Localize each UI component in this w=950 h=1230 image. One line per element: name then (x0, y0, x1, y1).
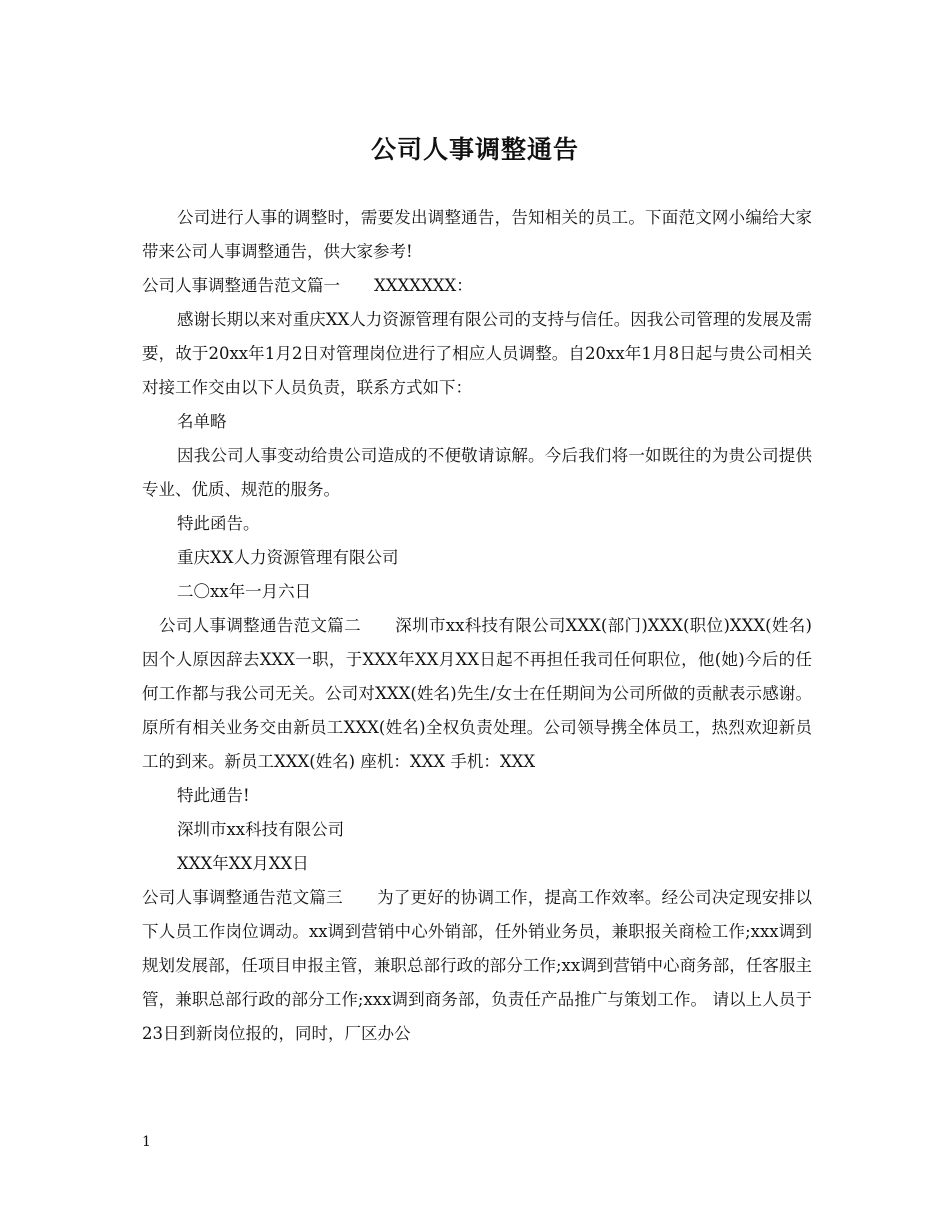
sample-one-list-note: 名单略 (177, 412, 227, 431)
sample-one-date: 二〇xx年一月六日 (177, 582, 312, 601)
sample-one-recipient: XXXXXXX： (374, 276, 473, 295)
sample-two-company: 深圳市xx科技有限公司 (177, 820, 345, 839)
sample-one-closing: 特此函告。 (177, 514, 260, 533)
sample-two-closing: 特此通告! (177, 786, 250, 805)
document-title: 公司人事调整通告 (370, 135, 579, 164)
sample-one-body: 感谢长期以来对重庆XX人力资源管理有限公司的支持与信任。因我公司管理的发展及需要，故于20xx年1月2日对管理岗位进行了相应人员调整。自20xx年1月8日起与贵公司相关对接工作交由以下人员负责，联系方式如下： (142, 310, 812, 397)
sample-two-body: 深圳市xx科技有限公司XXX(部门)XXX(职位)XXX(姓名)因个人原因辞去XXX一职，于XXX年XX月XX日起不再担任我司任何职位，他(她)今后的任何工作都与我公司无关。公司对XXX(姓名)先生/女士在任期间为公司所做的贡献表示感谢。 原所有相关业务交由新员工XXX(姓名)全权负责处理。公司领导携全体员工，热烈欢迎新员工的到来。新员工XXX(姓名) 座机：XXX 手机：XXX (142, 616, 812, 771)
sample-three-heading: 公司人事调整通告范文篇三 (142, 888, 343, 907)
sample-one-heading-line (142, 269, 812, 303)
page-number: 1 (142, 1134, 151, 1150)
sample-one-heading: 公司人事调整通告范文篇一 (142, 276, 340, 295)
sample-two-heading: 公司人事调整通告范文篇二 (159, 616, 361, 635)
sample-two-date: XXX年XX月XX日 (177, 854, 309, 873)
sample-one-apology: 因我公司人事变动给贵公司造成的不便敬请谅解。今后我们将一如既往的为贵公司提供专业、优质、规范的服务。 (142, 446, 812, 499)
sample-three-paragraph (142, 881, 812, 1051)
sample-two-paragraph (142, 609, 812, 779)
sample-one-company: 重庆XX人力资源管理有限公司 (177, 548, 399, 567)
sample-three-body: 为了更好的协调工作，提高工作效率。经公司决定现安排以下人员工作岗位调动。xx调到营销中心外销部，任外销业务员，兼职报关商检工作;xxx调到规划发展部，任项目申报主管，兼职总部行政的部分工作;xx调到营销中心商务部，任客服主管，兼职总部行政的部分工作;xxx调到商务部，负责任产品推广与策划工作。 请以上人员于23日到新岗位报的，同时，厂区办公 (142, 888, 813, 1043)
document-body (142, 201, 812, 1051)
intro-paragraph: 公司进行人事的调整时，需要发出调整通告，告知相关的员工。下面范文网小编给大家带来公司人事调整通告，供大家参考! (142, 208, 812, 261)
